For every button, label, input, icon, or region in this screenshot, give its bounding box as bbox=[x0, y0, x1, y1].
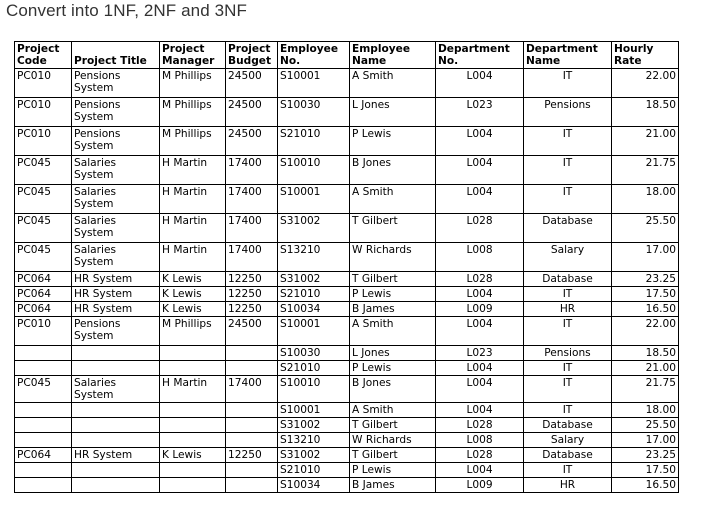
project-code-cell: PC045 bbox=[15, 156, 72, 185]
department-name-cell: IT bbox=[524, 317, 612, 346]
project-title-cell: Pensions System bbox=[72, 317, 160, 346]
employee-no-cell: S10030 bbox=[278, 346, 350, 361]
project-code-cell bbox=[15, 361, 72, 376]
header-cell: Department Name bbox=[524, 42, 612, 69]
department-name-cell: IT bbox=[524, 376, 612, 403]
project-budget-cell: 24500 bbox=[226, 127, 278, 156]
employee-no-cell: S10001 bbox=[278, 185, 350, 214]
department-no-cell: L004 bbox=[436, 127, 524, 156]
table-row bbox=[15, 433, 679, 448]
hourly-rate-cell: 22.00 bbox=[612, 317, 679, 346]
employee-name-cell: A Smith bbox=[350, 185, 436, 214]
department-name-cell: Salary bbox=[524, 243, 612, 272]
employee-no-cell: S21010 bbox=[278, 361, 350, 376]
project-title-cell bbox=[72, 478, 160, 493]
header-row bbox=[15, 42, 679, 69]
department-name-cell: Database bbox=[524, 418, 612, 433]
project-title-cell bbox=[72, 433, 160, 448]
hourly-rate-cell: 21.00 bbox=[612, 361, 679, 376]
employee-no-cell: S31002 bbox=[278, 418, 350, 433]
project-budget-cell: 17400 bbox=[226, 156, 278, 185]
table-row bbox=[15, 376, 679, 403]
employee-no-cell: S10010 bbox=[278, 376, 350, 403]
project-manager-cell: M Phillips bbox=[160, 317, 226, 346]
project-budget-cell: 17400 bbox=[226, 243, 278, 272]
hourly-rate-cell: 17.00 bbox=[612, 433, 679, 448]
hourly-rate-cell: 22.00 bbox=[612, 69, 679, 98]
table-row bbox=[15, 361, 679, 376]
table-row bbox=[15, 156, 679, 185]
project-code-cell: PC064 bbox=[15, 272, 72, 287]
project-manager-cell: H Martin bbox=[160, 185, 226, 214]
employee-name-cell: A Smith bbox=[350, 403, 436, 418]
project-code-cell bbox=[15, 418, 72, 433]
department-no-cell: L009 bbox=[436, 478, 524, 493]
department-name-cell: IT bbox=[524, 185, 612, 214]
hourly-rate-cell: 21.75 bbox=[612, 376, 679, 403]
table-row bbox=[15, 418, 679, 433]
project-budget-cell bbox=[226, 403, 278, 418]
employee-name-cell: P Lewis bbox=[350, 287, 436, 302]
employee-name-cell: P Lewis bbox=[350, 127, 436, 156]
header-cell: Department No. bbox=[436, 42, 524, 69]
project-title-cell bbox=[72, 403, 160, 418]
project-code-cell: PC045 bbox=[15, 243, 72, 272]
project-manager-cell bbox=[160, 418, 226, 433]
department-no-cell: L004 bbox=[436, 317, 524, 346]
employee-no-cell: S10034 bbox=[278, 302, 350, 317]
table-row bbox=[15, 463, 679, 478]
project-code-cell: PC010 bbox=[15, 69, 72, 98]
project-budget-cell: 24500 bbox=[226, 69, 278, 98]
project-budget-cell bbox=[226, 478, 278, 493]
project-manager-cell: H Martin bbox=[160, 156, 226, 185]
department-name-cell: IT bbox=[524, 156, 612, 185]
department-no-cell: L008 bbox=[436, 433, 524, 448]
department-no-cell: L009 bbox=[436, 302, 524, 317]
employee-name-cell: T Gilbert bbox=[350, 448, 436, 463]
hourly-rate-cell: 25.50 bbox=[612, 214, 679, 243]
department-name-cell: Database bbox=[524, 448, 612, 463]
table-row bbox=[15, 317, 679, 346]
department-no-cell: L023 bbox=[436, 346, 524, 361]
employee-name-cell: L Jones bbox=[350, 346, 436, 361]
hourly-rate-cell: 17.50 bbox=[612, 287, 679, 302]
department-no-cell: L004 bbox=[436, 69, 524, 98]
department-name-cell: IT bbox=[524, 361, 612, 376]
project-manager-cell bbox=[160, 433, 226, 448]
project-code-cell: PC010 bbox=[15, 127, 72, 156]
header-cell: Employee No. bbox=[278, 42, 350, 69]
project-manager-cell: H Martin bbox=[160, 243, 226, 272]
project-budget-cell bbox=[226, 418, 278, 433]
table-row bbox=[15, 346, 679, 361]
department-no-cell: L004 bbox=[436, 403, 524, 418]
project-code-cell bbox=[15, 346, 72, 361]
hourly-rate-cell: 16.50 bbox=[612, 478, 679, 493]
project-title-cell: Salaries System bbox=[72, 156, 160, 185]
project-title-cell: HR System bbox=[72, 302, 160, 317]
hourly-rate-cell: 21.00 bbox=[612, 127, 679, 156]
project-code-cell: PC064 bbox=[15, 287, 72, 302]
project-code-cell bbox=[15, 463, 72, 478]
project-title-cell: Salaries System bbox=[72, 376, 160, 403]
department-no-cell: L028 bbox=[436, 448, 524, 463]
project-title-cell: HR System bbox=[72, 272, 160, 287]
project-manager-cell bbox=[160, 346, 226, 361]
project-title-cell: Salaries System bbox=[72, 214, 160, 243]
department-no-cell: L028 bbox=[436, 214, 524, 243]
project-budget-cell: 12250 bbox=[226, 448, 278, 463]
hourly-rate-cell: 23.25 bbox=[612, 448, 679, 463]
table-row bbox=[15, 69, 679, 98]
project-manager-cell: K Lewis bbox=[160, 302, 226, 317]
project-title-cell: HR System bbox=[72, 448, 160, 463]
hourly-rate-cell: 18.50 bbox=[612, 346, 679, 361]
project-budget-cell: 24500 bbox=[226, 317, 278, 346]
project-code-cell: PC045 bbox=[15, 376, 72, 403]
employee-name-cell: B James bbox=[350, 302, 436, 317]
hourly-rate-cell: 25.50 bbox=[612, 418, 679, 433]
department-name-cell: HR bbox=[524, 478, 612, 493]
employee-no-cell: S10034 bbox=[278, 478, 350, 493]
header-cell: Hourly Rate bbox=[612, 42, 679, 69]
project-code-cell: PC045 bbox=[15, 185, 72, 214]
project-manager-cell: H Martin bbox=[160, 376, 226, 403]
project-manager-cell bbox=[160, 403, 226, 418]
table-row bbox=[15, 214, 679, 243]
table-row bbox=[15, 272, 679, 287]
employee-no-cell: S10001 bbox=[278, 69, 350, 98]
project-code-cell bbox=[15, 403, 72, 418]
employee-name-cell: P Lewis bbox=[350, 463, 436, 478]
project-manager-cell: H Martin bbox=[160, 214, 226, 243]
header-cell: Project Budget bbox=[226, 42, 278, 69]
project-title-cell bbox=[72, 346, 160, 361]
employee-no-cell: S13210 bbox=[278, 243, 350, 272]
project-budget-cell: 12250 bbox=[226, 287, 278, 302]
department-no-cell: L004 bbox=[436, 156, 524, 185]
department-name-cell: IT bbox=[524, 287, 612, 302]
table-row bbox=[15, 403, 679, 418]
department-no-cell: L028 bbox=[436, 272, 524, 287]
header-cell: Project Manager bbox=[160, 42, 226, 69]
project-manager-cell bbox=[160, 478, 226, 493]
data-table bbox=[14, 41, 679, 493]
employee-name-cell: T Gilbert bbox=[350, 272, 436, 287]
department-name-cell: Pensions bbox=[524, 98, 612, 127]
employee-no-cell: S10001 bbox=[278, 403, 350, 418]
table-row bbox=[15, 243, 679, 272]
header-cell: Project Code bbox=[15, 42, 72, 69]
project-budget-cell bbox=[226, 346, 278, 361]
employee-name-cell: P Lewis bbox=[350, 361, 436, 376]
department-name-cell: Pensions bbox=[524, 346, 612, 361]
employee-name-cell: L Jones bbox=[350, 98, 436, 127]
project-title-cell: Pensions System bbox=[72, 127, 160, 156]
department-no-cell: L004 bbox=[436, 376, 524, 403]
project-budget-cell: 17400 bbox=[226, 185, 278, 214]
project-code-cell bbox=[15, 433, 72, 448]
project-title-cell bbox=[72, 361, 160, 376]
employee-name-cell: T Gilbert bbox=[350, 418, 436, 433]
department-no-cell: L004 bbox=[436, 185, 524, 214]
project-code-cell: PC064 bbox=[15, 302, 72, 317]
project-manager-cell bbox=[160, 463, 226, 478]
table-row bbox=[15, 478, 679, 493]
hourly-rate-cell: 23.25 bbox=[612, 272, 679, 287]
project-title-cell bbox=[72, 463, 160, 478]
employee-no-cell: S13210 bbox=[278, 433, 350, 448]
project-budget-cell bbox=[226, 433, 278, 448]
employee-no-cell: S31002 bbox=[278, 214, 350, 243]
table-row bbox=[15, 98, 679, 127]
table-body bbox=[15, 69, 679, 493]
table-row bbox=[15, 185, 679, 214]
table-row bbox=[15, 448, 679, 463]
employee-no-cell: S10030 bbox=[278, 98, 350, 127]
employee-name-cell: A Smith bbox=[350, 317, 436, 346]
hourly-rate-cell: 18.00 bbox=[612, 403, 679, 418]
table-row bbox=[15, 302, 679, 317]
hourly-rate-cell: 18.00 bbox=[612, 185, 679, 214]
project-manager-cell: M Phillips bbox=[160, 98, 226, 127]
project-code-cell: PC064 bbox=[15, 448, 72, 463]
employee-no-cell: S21010 bbox=[278, 287, 350, 302]
employee-no-cell: S10010 bbox=[278, 156, 350, 185]
project-budget-cell: 24500 bbox=[226, 98, 278, 127]
employee-no-cell: S21010 bbox=[278, 127, 350, 156]
employee-name-cell: W Richards bbox=[350, 433, 436, 448]
project-budget-cell bbox=[226, 361, 278, 376]
project-manager-cell: K Lewis bbox=[160, 287, 226, 302]
project-code-cell: PC045 bbox=[15, 214, 72, 243]
project-code-cell: PC010 bbox=[15, 98, 72, 127]
project-manager-cell: K Lewis bbox=[160, 448, 226, 463]
project-title-cell: Pensions System bbox=[72, 69, 160, 98]
project-title-cell bbox=[72, 418, 160, 433]
department-no-cell: L004 bbox=[436, 361, 524, 376]
employee-no-cell: S21010 bbox=[278, 463, 350, 478]
employee-name-cell: A Smith bbox=[350, 69, 436, 98]
project-title-cell: Salaries System bbox=[72, 243, 160, 272]
employee-no-cell: S31002 bbox=[278, 272, 350, 287]
department-name-cell: IT bbox=[524, 127, 612, 156]
department-no-cell: L004 bbox=[436, 287, 524, 302]
project-manager-cell: M Phillips bbox=[160, 127, 226, 156]
project-manager-cell bbox=[160, 361, 226, 376]
project-code-cell: PC010 bbox=[15, 317, 72, 346]
employee-no-cell: S31002 bbox=[278, 448, 350, 463]
hourly-rate-cell: 18.50 bbox=[612, 98, 679, 127]
header-cell: Project Title bbox=[72, 42, 160, 69]
hourly-rate-cell: 21.75 bbox=[612, 156, 679, 185]
page-title: Convert into 1NF, 2NF and 3NF bbox=[6, 1, 247, 20]
project-title-cell: HR System bbox=[72, 287, 160, 302]
project-budget-cell: 12250 bbox=[226, 302, 278, 317]
table-row bbox=[15, 287, 679, 302]
project-code-cell bbox=[15, 478, 72, 493]
department-name-cell: IT bbox=[524, 69, 612, 98]
project-manager-cell: K Lewis bbox=[160, 272, 226, 287]
project-budget-cell: 17400 bbox=[226, 214, 278, 243]
header-cell: Employee Name bbox=[350, 42, 436, 69]
department-no-cell: L028 bbox=[436, 418, 524, 433]
table-row bbox=[15, 127, 679, 156]
department-name-cell: Salary bbox=[524, 433, 612, 448]
hourly-rate-cell: 17.50 bbox=[612, 463, 679, 478]
project-title-cell: Salaries System bbox=[72, 185, 160, 214]
employee-no-cell: S10001 bbox=[278, 317, 350, 346]
employee-name-cell: B Jones bbox=[350, 156, 436, 185]
project-title-cell: Pensions System bbox=[72, 98, 160, 127]
department-name-cell: HR bbox=[524, 302, 612, 317]
employee-name-cell: B James bbox=[350, 478, 436, 493]
department-name-cell: IT bbox=[524, 463, 612, 478]
project-budget-cell bbox=[226, 463, 278, 478]
department-name-cell: IT bbox=[524, 403, 612, 418]
hourly-rate-cell: 17.00 bbox=[612, 243, 679, 272]
employee-name-cell: W Richards bbox=[350, 243, 436, 272]
department-name-cell: Database bbox=[524, 214, 612, 243]
department-name-cell: Database bbox=[524, 272, 612, 287]
project-budget-cell: 17400 bbox=[226, 376, 278, 403]
project-manager-cell: M Phillips bbox=[160, 69, 226, 98]
project-budget-cell: 12250 bbox=[226, 272, 278, 287]
employee-name-cell: B Jones bbox=[350, 376, 436, 403]
department-no-cell: L004 bbox=[436, 463, 524, 478]
hourly-rate-cell: 16.50 bbox=[612, 302, 679, 317]
department-no-cell: L023 bbox=[436, 98, 524, 127]
department-no-cell: L008 bbox=[436, 243, 524, 272]
employee-name-cell: T Gilbert bbox=[350, 214, 436, 243]
